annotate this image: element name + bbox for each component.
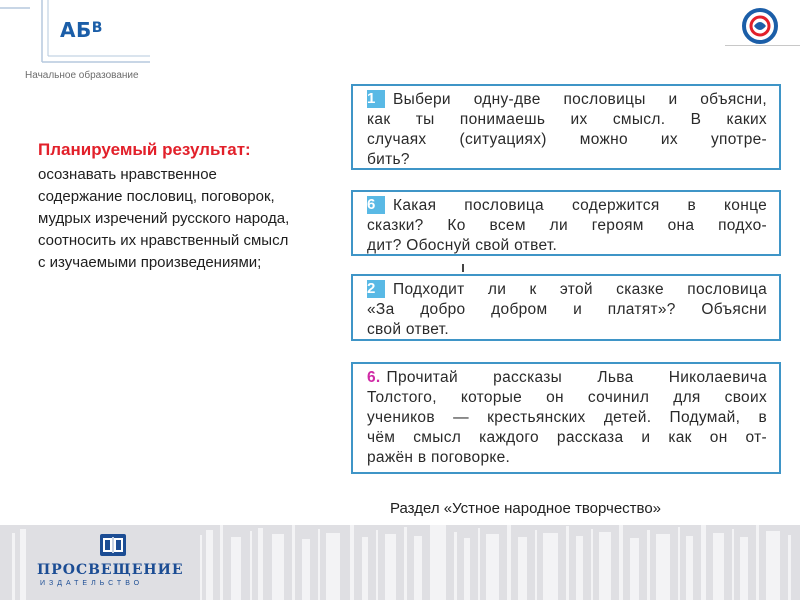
goal-line: соотносить их нравственный смысл: [38, 232, 289, 249]
header-divider: [725, 45, 800, 46]
task-line: Подходит ли к этой сказке пословица: [393, 281, 767, 298]
task-card-1: [351, 84, 781, 170]
task-line: «За добро добром и платят»? Объясни: [367, 301, 767, 318]
logo-sup: В: [91, 20, 103, 36]
task-line: Какая пословица содержится в конце: [393, 197, 767, 214]
task-line: учеников — крестьянских детей. Подумай, в: [367, 409, 767, 426]
brand-name: ПРОСВЕЩЕНИЕ: [37, 562, 184, 578]
task-card-2: [351, 190, 781, 256]
task-line: Толстого, которые он сочинил для своих: [367, 389, 767, 406]
goal-line: мудрых изречений русского народа,: [38, 210, 290, 227]
task-line: свой ответ.: [367, 321, 449, 338]
task-line: случаях (ситуациях) можно их употре-: [367, 131, 767, 148]
task-card-4: [351, 362, 781, 474]
task-line: дит? Обоснуй свой ответ.: [367, 237, 558, 254]
task-line: бить?: [367, 151, 410, 168]
header-subtitle: Начальное образование: [25, 70, 139, 81]
task-line: как ты понимаешь их смысл. В каких: [367, 111, 767, 128]
goal-line: с изучаемыми произведениями;: [38, 254, 262, 271]
goal-title: Планируемый результат:: [38, 140, 251, 159]
task-line: Выбери одну-две пословицы и объясни,: [393, 91, 767, 108]
task-line: чём смысл каждого рассказа и как он от-: [367, 429, 767, 446]
goal-text: [38, 164, 348, 274]
section-caption: Раздел «Устное народное творчество»: [390, 500, 662, 517]
divider-mark: [462, 264, 464, 272]
abv-logo: [60, 18, 103, 42]
task-number: 6.: [367, 369, 381, 386]
task-number-badge: 6: [367, 196, 385, 214]
prosveshchenie-logo-icon: [100, 534, 126, 556]
task-line: ражён в поговорке.: [367, 449, 511, 466]
task-line: сказки? Ко всем ли героям она подхо-: [367, 217, 767, 234]
task-line: Прочитай рассказы Льва Николаевича: [386, 369, 767, 386]
goal-line: осознавать нравственное: [38, 166, 217, 183]
publisher-emblem-icon: [740, 6, 780, 46]
goal-line: содержание пословиц, поговорок,: [38, 188, 275, 205]
task-number-badge: 1: [367, 90, 385, 108]
brand-subtitle: ИЗДАТЕЛЬСТВО: [40, 580, 144, 587]
task-card-3: [351, 274, 781, 341]
logo-main: АБ: [60, 18, 92, 42]
task-number-badge: 2: [367, 280, 385, 298]
